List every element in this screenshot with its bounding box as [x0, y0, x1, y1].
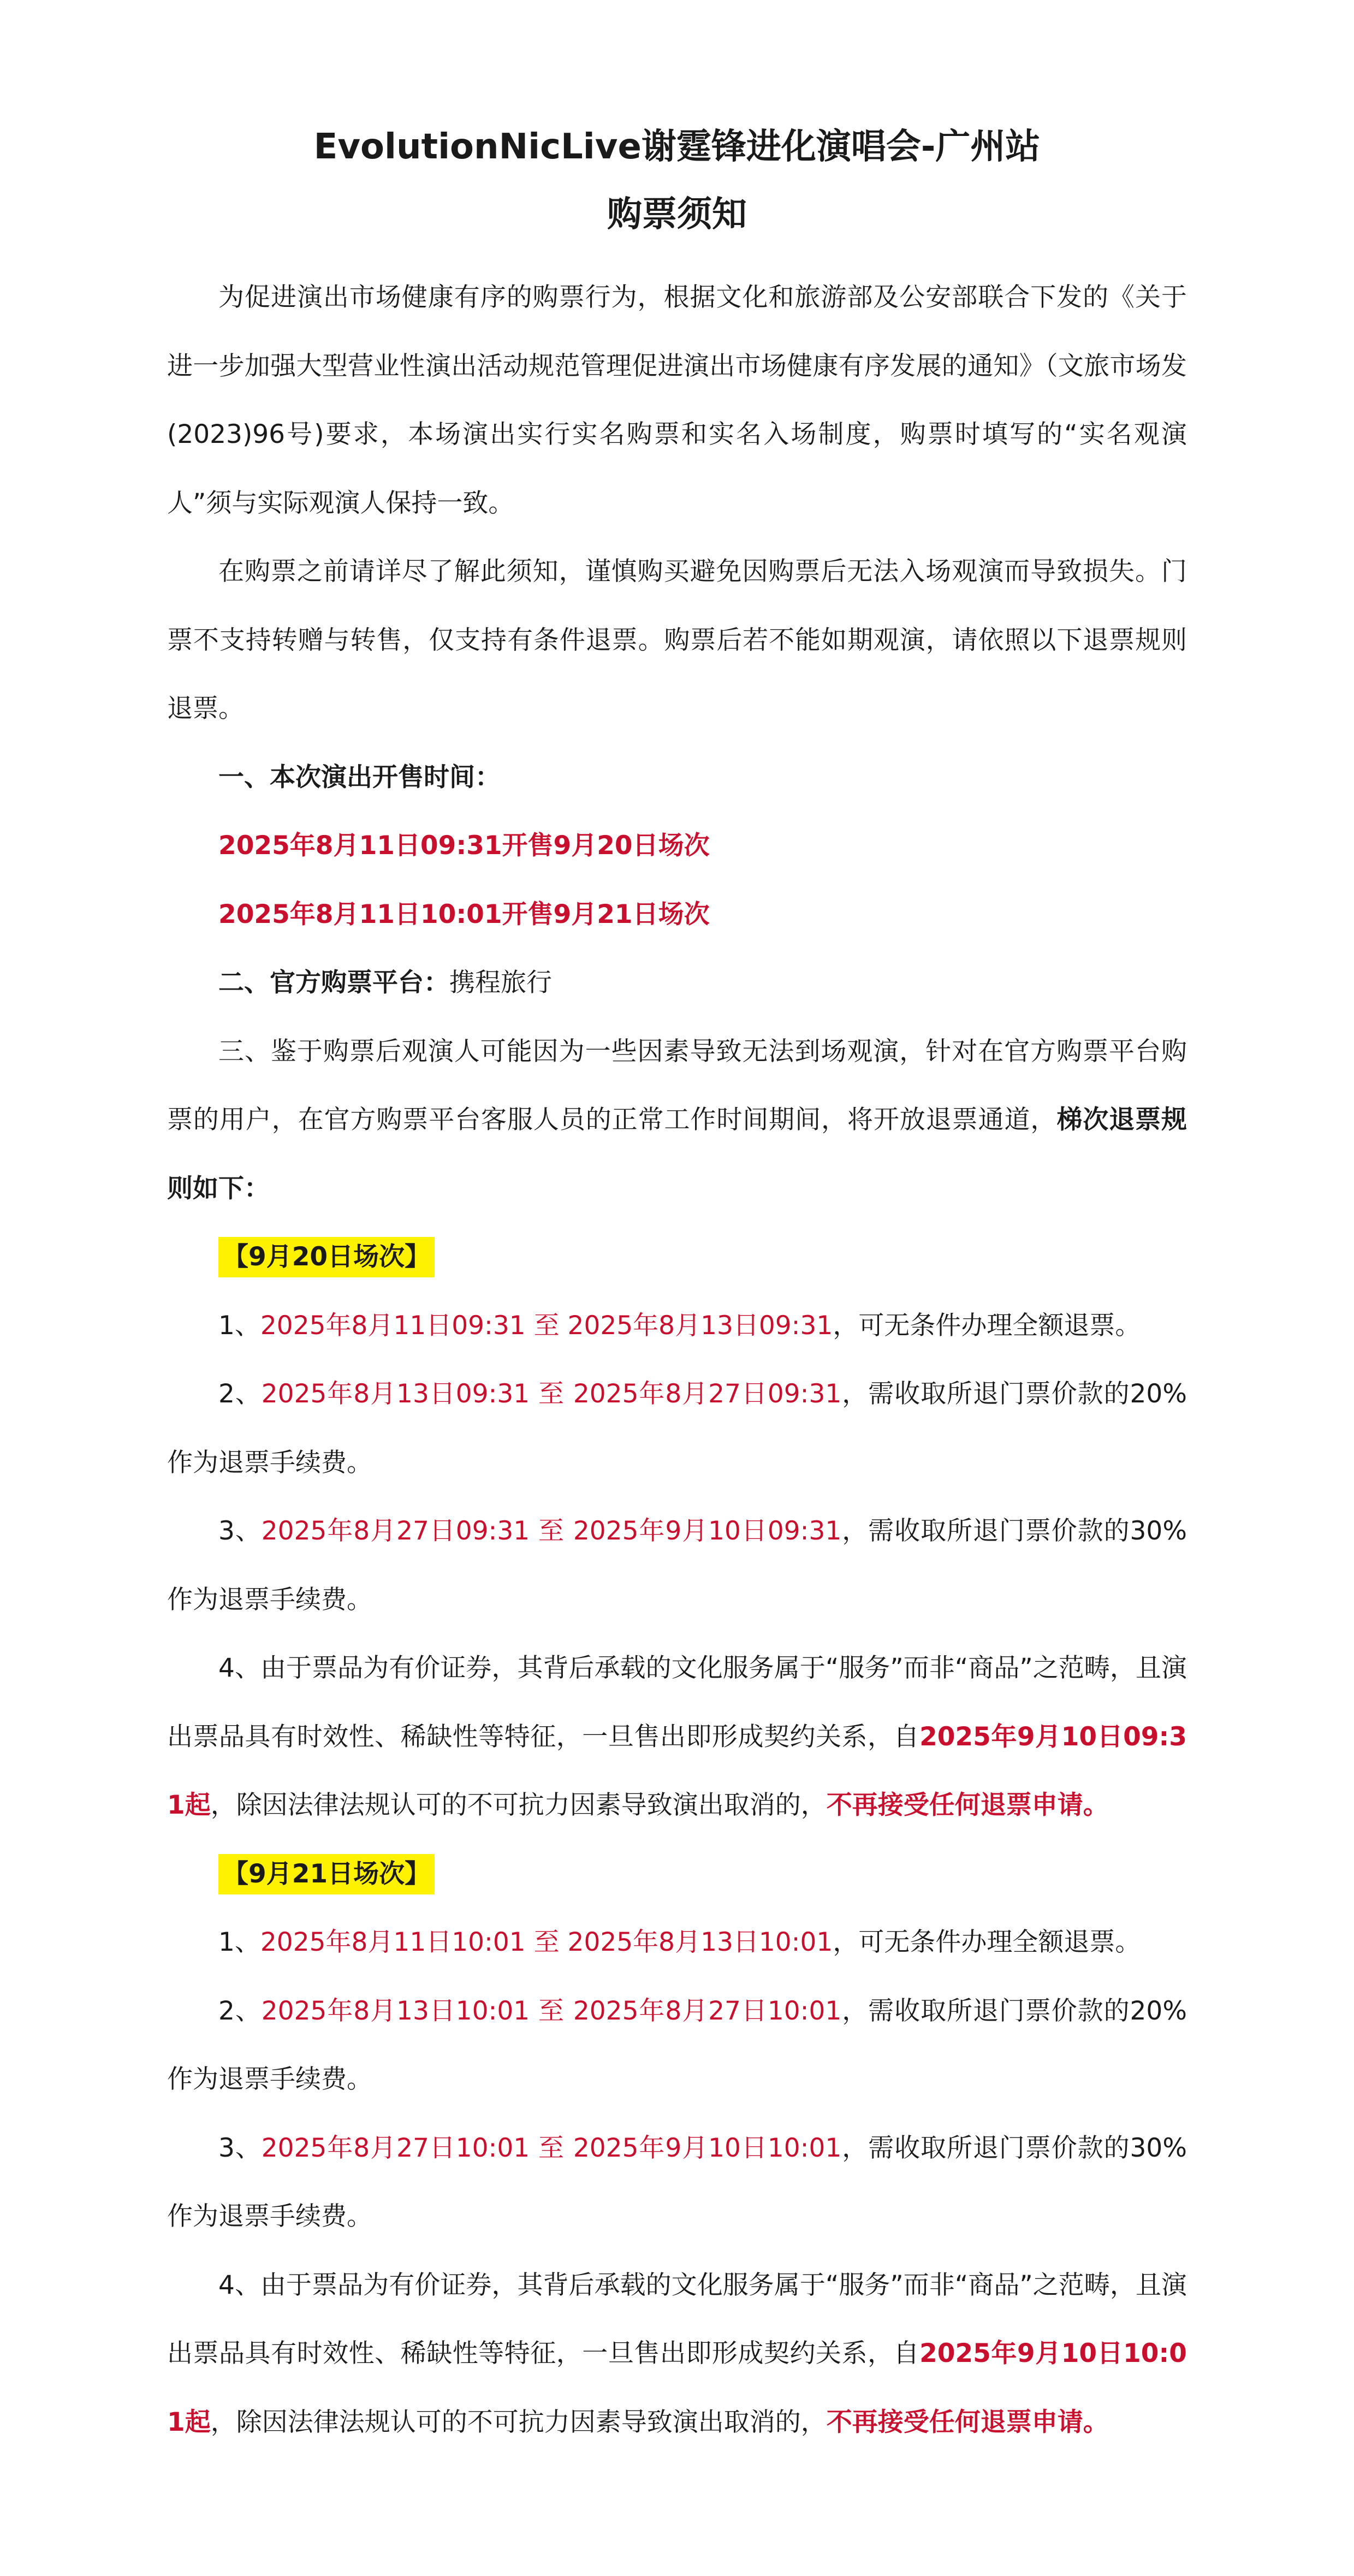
rule-number: 1、	[218, 1310, 260, 1341]
rule-period: 2025年8月13日09:31 至 2025年8月27日09:31	[261, 1379, 842, 1409]
intro-paragraph-1: 为促进演出市场健康有序的购票行为，根据文化和旅游部及公安部联合下发的《关于进一步加强大型营业性演出活动规范管理促进演出市场健康有序发展的通知》（文旅市场发(2023)96号)要求，本场演出实行实名购票和实名入场制度，购票时填写的“实名观演人”须与实际观演人保持一致。	[167, 282, 1187, 518]
rule-number: 3、	[218, 1516, 262, 1546]
rule-text: 4、由于票品为有价证券，其背后承载的文化服务属于“服务”而非“商品”之范畴，且演出票品具有时效性、稀缺性等特征，一旦售出即形成契约关系，自	[167, 2270, 1187, 2368]
rule-period: 2025年8月27日10:01 至 2025年9月10日10:01	[261, 2133, 842, 2163]
rule-text: ，需收取所退门票价款的30%作为退票手续费。	[167, 1516, 1187, 1615]
refund-intro-text: 三、鉴于购票后观演人可能因为一些因素导致无法到场观演，针对在官方购票平台购票的用户，在官方购票平台客服人员的正常工作时间期间，将开放退票通道，	[167, 1036, 1187, 1135]
rule-period: 2025年8月11日09:31 至 2025年8月13日09:31	[260, 1310, 833, 1341]
intro-paragraph-2: 在购票之前请详尽了解此须知，谨慎购买避免因购票后无法入场观演而导致损失。门票不支持转赠与转售，仅支持有条件退票。购票后若不能如期观演，请依照以下退票规则退票。	[167, 556, 1187, 724]
session-0920-tag: 【9月20日场次】	[218, 1237, 435, 1277]
session-0921-rule-4	[167, 2251, 1187, 2457]
rule-deadline: 2025年9月10日09:31起	[167, 1721, 1187, 1820]
official-platform	[167, 949, 1187, 1017]
rule-text: 4、由于票品为有价证券，其背后承载的文化服务属于“服务”而非“商品”之范畴，且演出票品具有时效性、稀缺性等特征，一旦售出即形成契约关系，自	[167, 1653, 1187, 1752]
official-platform-value: 携程旅行	[449, 968, 552, 998]
sale-time-heading: 一、本次演出开售时间：	[218, 762, 501, 792]
refund-intro	[167, 1017, 1187, 1223]
document-subtitle: 购票须知	[607, 194, 747, 235]
rule-text: ，可无条件办理全额退票。	[833, 1310, 1141, 1341]
refund-intro-bold: 梯次退票规则如下：	[167, 1105, 1187, 1204]
rule-number: 2、	[218, 1995, 262, 2026]
session-0921-tag: 【9月21日场次】	[218, 1854, 435, 1894]
session-0921-header	[167, 1840, 1187, 1909]
rule-number: 3、	[218, 2133, 262, 2163]
rule-final: 不再接受任何退票申请。	[826, 1790, 1109, 1820]
session-0920-header	[167, 1223, 1187, 1292]
rule-text: ，除因法律法规认可的不可抗力因素导致演出取消的，	[210, 2407, 827, 2437]
rule-deadline: 2025年9月10日10:01起	[167, 2338, 1187, 2437]
session-0920-rule-2	[167, 1360, 1187, 1497]
document-title: EvolutionNicLive谢霆锋进化演唱会-广州站	[313, 127, 1041, 167]
rule-text: ，可无条件办理全额退票。	[833, 1927, 1141, 1957]
rule-period: 2025年8月13日10:01 至 2025年8月27日10:01	[261, 1995, 842, 2026]
session-0920-rule-3	[167, 1497, 1187, 1634]
rule-period: 2025年8月11日10:01 至 2025年8月13日10:01	[260, 1927, 833, 1957]
rule-period: 2025年8月27日09:31 至 2025年9月10日09:31	[261, 1516, 842, 1546]
session-0921-rule-2	[167, 1977, 1187, 2114]
session-0921-rule-1	[167, 1908, 1187, 1977]
session-0921-rule-3	[167, 2114, 1187, 2251]
session-0920-rule-4	[167, 1634, 1187, 1840]
sale-time-0921: 2025年8月11日10:01开售9月21日场次	[218, 899, 710, 929]
rule-number: 2、	[218, 1379, 262, 1409]
session-0920-rule-1	[167, 1292, 1187, 1360]
rule-final: 不再接受任何退票申请。	[826, 2407, 1109, 2437]
rule-text: ，需收取所退门票价款的20%作为退票手续费。	[167, 1995, 1187, 2094]
rule-text: ，需收取所退门票价款的30%作为退票手续费。	[167, 2133, 1187, 2231]
rule-text: ，需收取所退门票价款的20%作为退票手续费。	[167, 1379, 1187, 1478]
official-platform-label: 二、官方购票平台：	[218, 968, 449, 998]
sale-time-0920: 2025年8月11日09:31开售9月20日场次	[218, 831, 710, 861]
rule-number: 1、	[218, 1927, 260, 1957]
rule-text: ，除因法律法规认可的不可抗力因素导致演出取消的，	[210, 1790, 827, 1820]
